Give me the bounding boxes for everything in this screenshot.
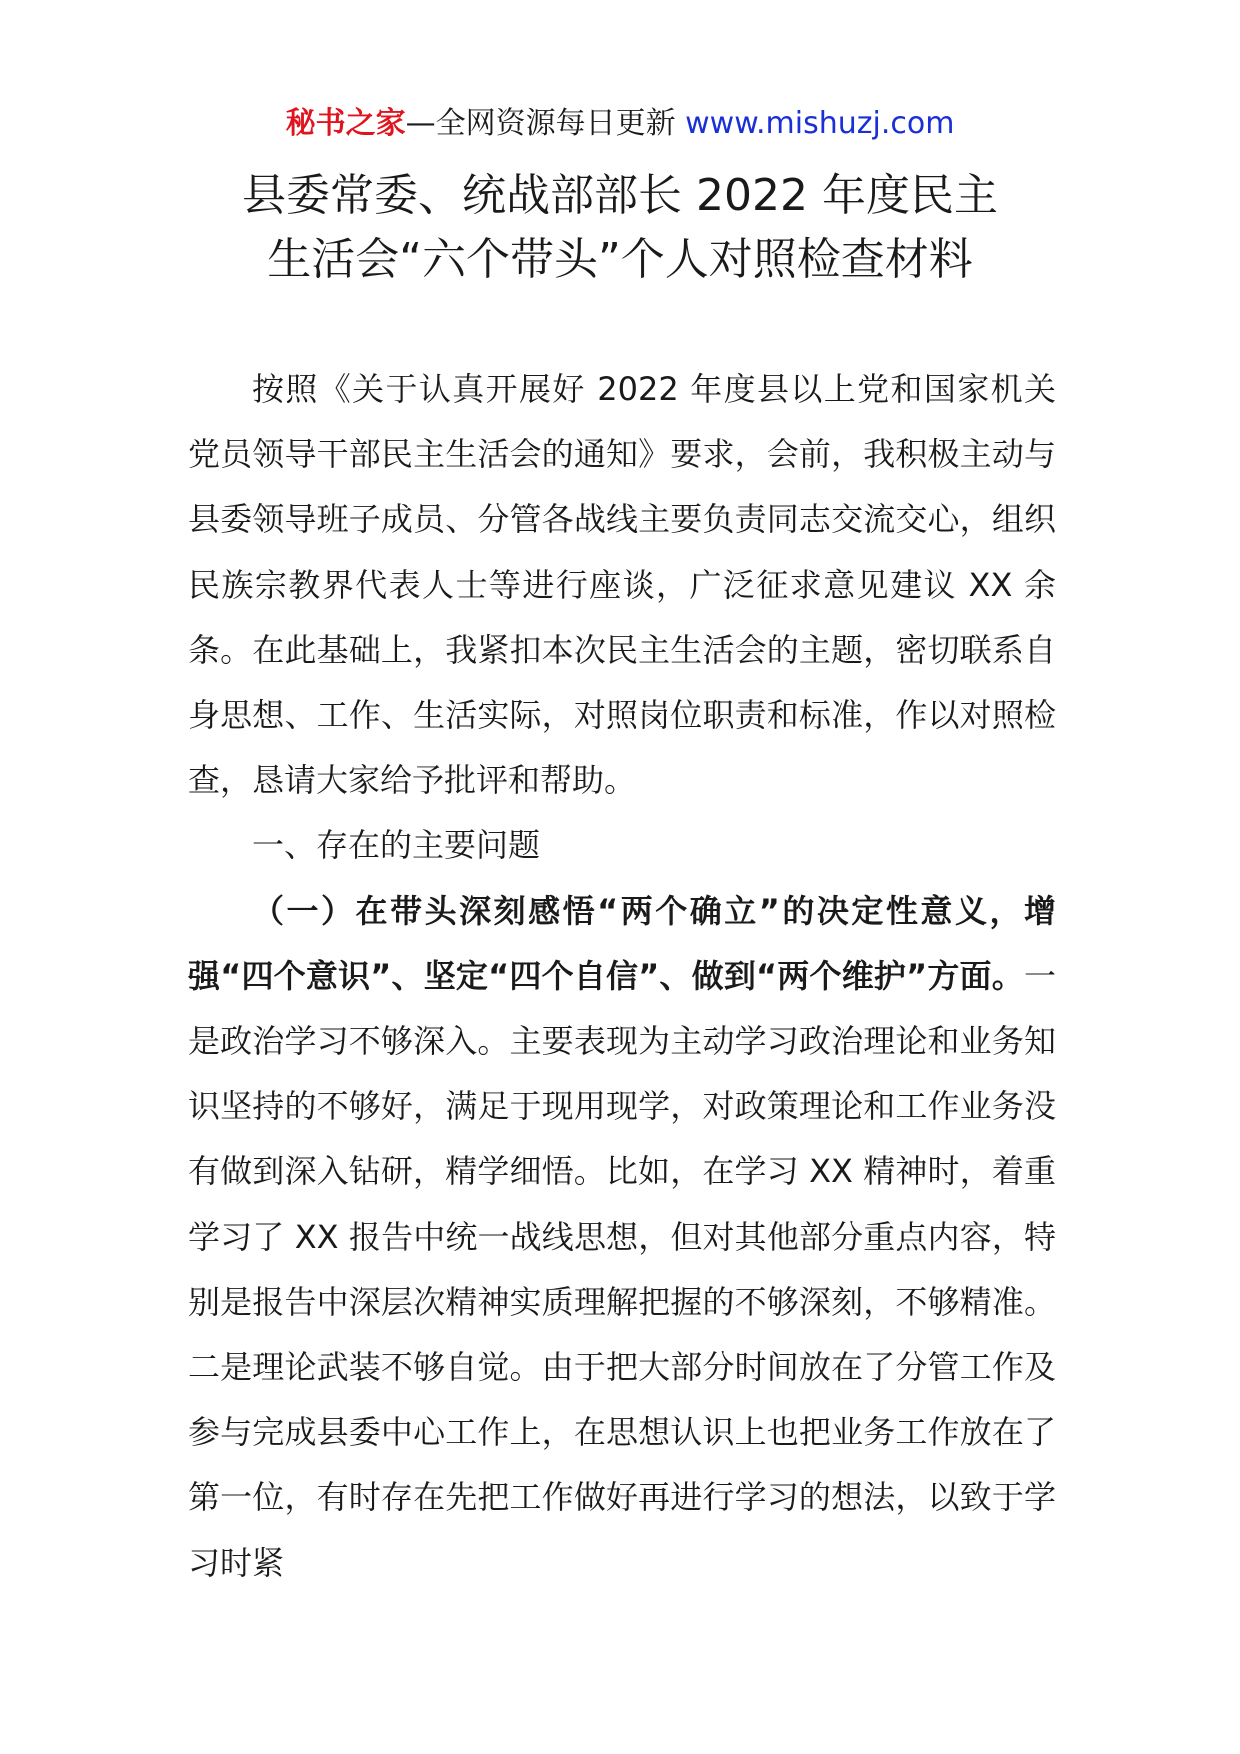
subsection-heading: （一）在带头深刻感悟“两个确立”的决定性意义，增强“四个意识”、坚定“四个自信”、做到“两个维护”方面。 <box>188 891 1056 995</box>
subsection-body: 一是政治学习不够深入。主要表现为主动学习政治理论和业务知识坚持的不够好，满足于现用现学，对政策理论和工作业务没有做到深入钻研，精学细悟。比如，在学习 XX 精神时，着重学习了 XX 报告中统一战线思想，但对其他部分重点内容，特别是报告中深层次精神实质理解把握的不够深刻，不够精准。二是理论武装不够自觉。由于把大部分时间放在了分管工作及参与完成县委中心工作上，在思想认识上也把业务工作放在了第一位，有时存在先把工作做好再进行学习的想法，以致于学习时紧 <box>188 956 1056 1582</box>
document-title <box>0 164 1240 292</box>
brand-name: 秘书之家 <box>285 106 406 141</box>
document-body <box>188 357 1056 1596</box>
site-url-link[interactable]: www.mishuzj.com <box>685 106 955 141</box>
title-line-1: 县委常委、统战部部长 2022 年度民主 <box>242 170 998 221</box>
site-banner <box>0 104 1240 144</box>
section-heading: 一、存在的主要问题 <box>252 826 541 865</box>
subsection-paragraph <box>188 879 1056 1596</box>
title-line-2: 生活会“六个带头”个人对照检查材料 <box>267 234 973 285</box>
banner-tagline: —全网资源每日更新 <box>405 106 686 141</box>
intro-paragraph: 按照《关于认真开展好 2022 年度县以上党和国家机关党员领导干部民主生活会的通知》要求，会前，我积极主动与县委领导班子成员、分管各战线主要负责同志交流交心，组织民族宗教界代表人士等进行座谈，广泛征求意见建议 XX 余条。在此基础上，我紧扣本次民主生活会的主题，密切联系自身思想、工作、生活实际，对照岗位职责和标准，作以对照检查，恳请大家给予批评和帮助。 <box>188 370 1056 800</box>
